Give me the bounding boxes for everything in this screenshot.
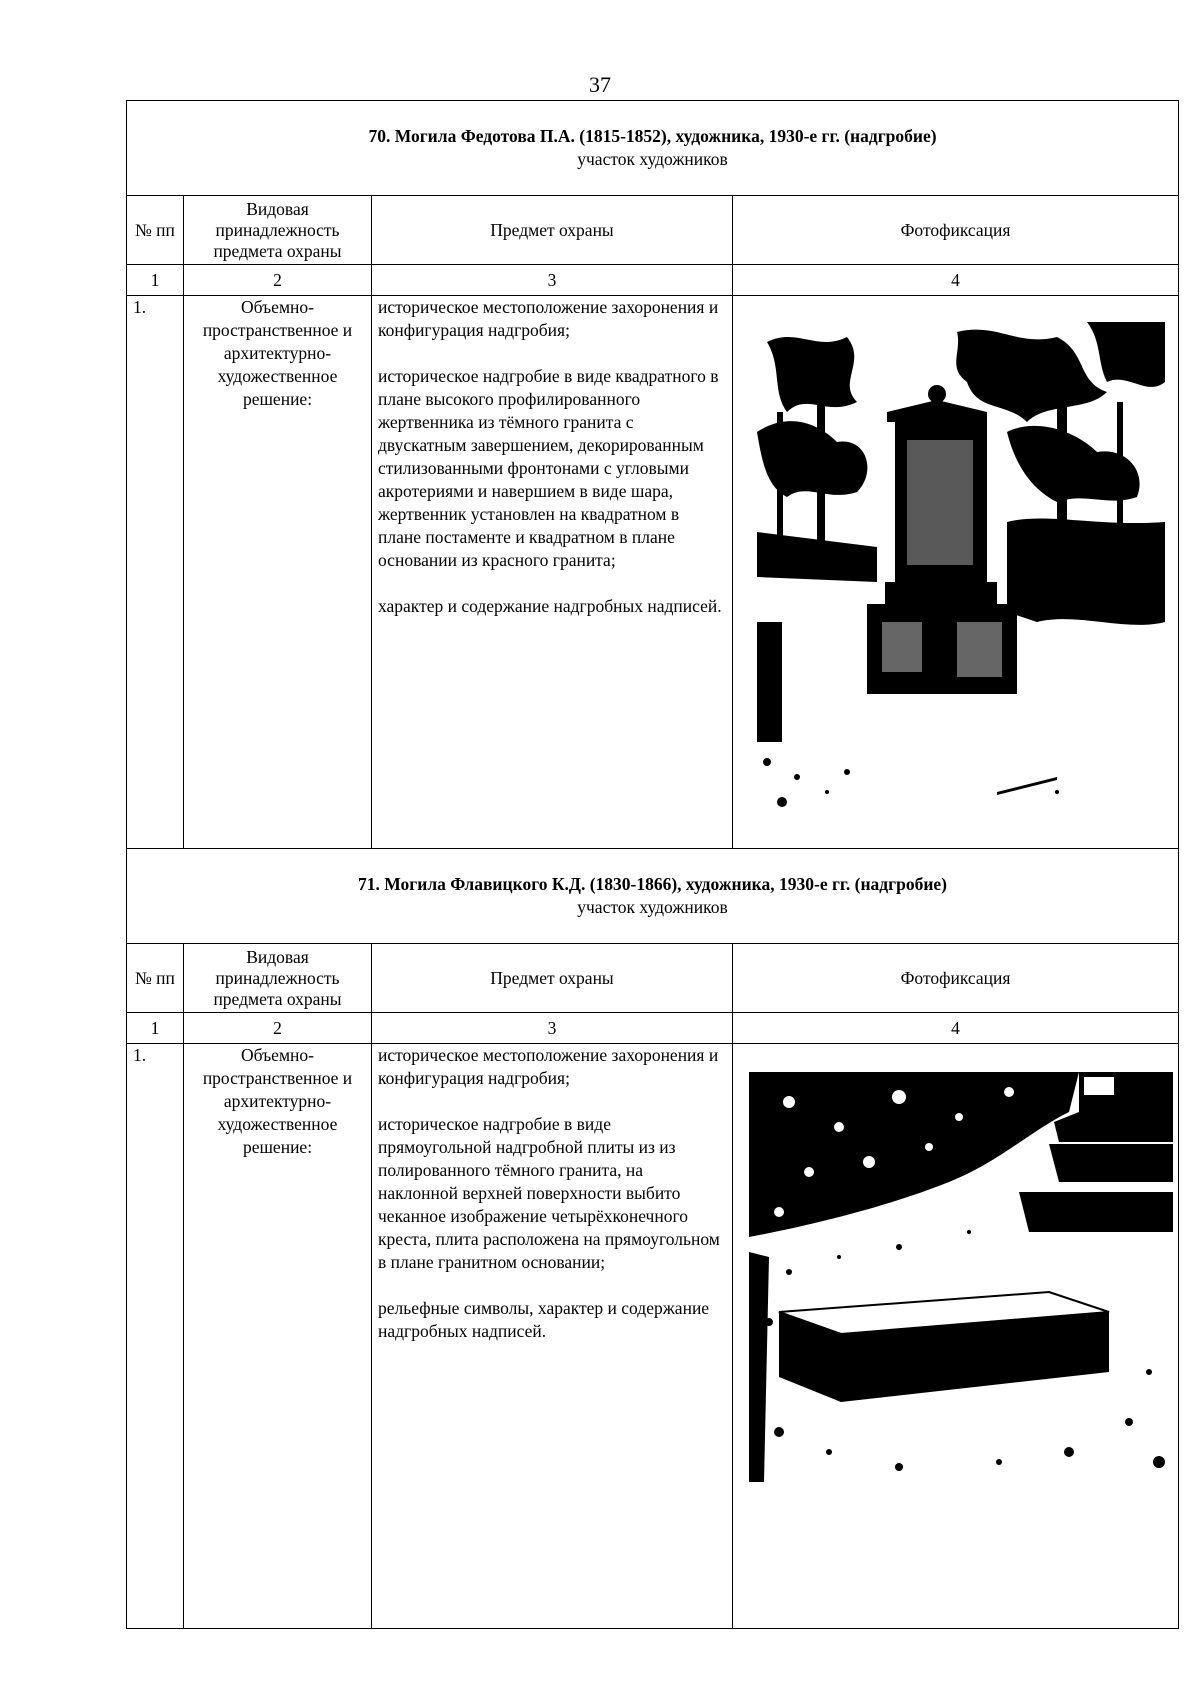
- column-number: 2: [184, 265, 372, 296]
- table-row: [127, 1044, 1179, 1629]
- header-photo: Фотофиксация: [733, 196, 1179, 265]
- column-header-row: [127, 944, 1179, 1013]
- header-type: Видовая принадлежность предмета охраны: [184, 944, 372, 1013]
- tombstone-photo-flavitsky: [749, 1072, 1173, 1482]
- header-num: № пп: [127, 196, 184, 265]
- section-subtitle: участок художников: [577, 149, 728, 169]
- table-row: [127, 296, 1179, 849]
- row-type: Объемно-пространственное и архитектурно-художественное решение:: [184, 296, 372, 849]
- subject-paragraph: характер и содержание надгробных надписей.: [378, 596, 722, 616]
- section-header-71: [127, 849, 1179, 944]
- column-number: 1: [127, 1013, 184, 1044]
- column-number-row: [127, 265, 1179, 296]
- column-number: 1: [127, 265, 184, 296]
- row-number: 1.: [127, 296, 184, 849]
- tombstone-photo-fedotov: [757, 322, 1165, 822]
- column-number-row: [127, 1013, 1179, 1044]
- column-number: 2: [184, 1013, 372, 1044]
- section-title: 71. Могила Флавицкого К.Д. (1830-1866), художника, 1930-е гг. (надгробие): [358, 874, 948, 894]
- header-type: Видовая принадлежность предмета охраны: [184, 196, 372, 265]
- row-type: Объемно-пространственное и архитектурно-художественное решение:: [184, 1044, 372, 1629]
- column-header-row: [127, 196, 1179, 265]
- subject-paragraph: историческое местоположение захоронения и конфигурация надгробия;: [378, 297, 719, 340]
- subject-paragraph: историческое местоположение захоронения и конфигурация надгробия;: [378, 1045, 719, 1088]
- header-photo: Фотофиксация: [733, 944, 1179, 1013]
- subject-paragraph: рельефные символы, характер и содержание надгробных надписей.: [378, 1298, 710, 1341]
- column-number: 4: [733, 1013, 1179, 1044]
- header-subject: Предмет охраны: [372, 196, 733, 265]
- page-number: 37: [589, 72, 611, 97]
- row-photo-cell: [733, 296, 1179, 849]
- section-header-70: [127, 101, 1179, 196]
- column-number: 3: [372, 1013, 733, 1044]
- row-subject: [372, 296, 733, 849]
- row-number: 1.: [127, 1044, 184, 1629]
- row-subject: [372, 1044, 733, 1629]
- row-photo-cell: [733, 1044, 1179, 1629]
- column-number: 3: [372, 265, 733, 296]
- protection-table: [126, 100, 1179, 1629]
- subject-paragraph: историческое надгробие в виде квадратного в плане высокого профилированного жертвенника из тёмного гранита с двускатным завершением, декорированным стилизованными фронтонами с угловыми акротериями и навершием в виде шара, жертвенник установлен на квадратном в плане постаменте и квадратном в плане основании из красного гранита;: [378, 366, 719, 570]
- section-subtitle: участок художников: [577, 897, 728, 917]
- subject-paragraph: историческое надгробие в виде прямоугольной надгробной плиты из из полированного тёмного гранита, на наклонной верхней поверхности выбито чеканное изображение четырёхконечного креста, плита расположена на прямоугольном в плане гранитном основании;: [378, 1114, 720, 1272]
- header-subject: Предмет охраны: [372, 944, 733, 1013]
- section-title: 70. Могила Федотова П.А. (1815-1852), художника, 1930-е гг. (надгробие): [368, 126, 937, 146]
- column-number: 4: [733, 265, 1179, 296]
- header-num: № пп: [127, 944, 184, 1013]
